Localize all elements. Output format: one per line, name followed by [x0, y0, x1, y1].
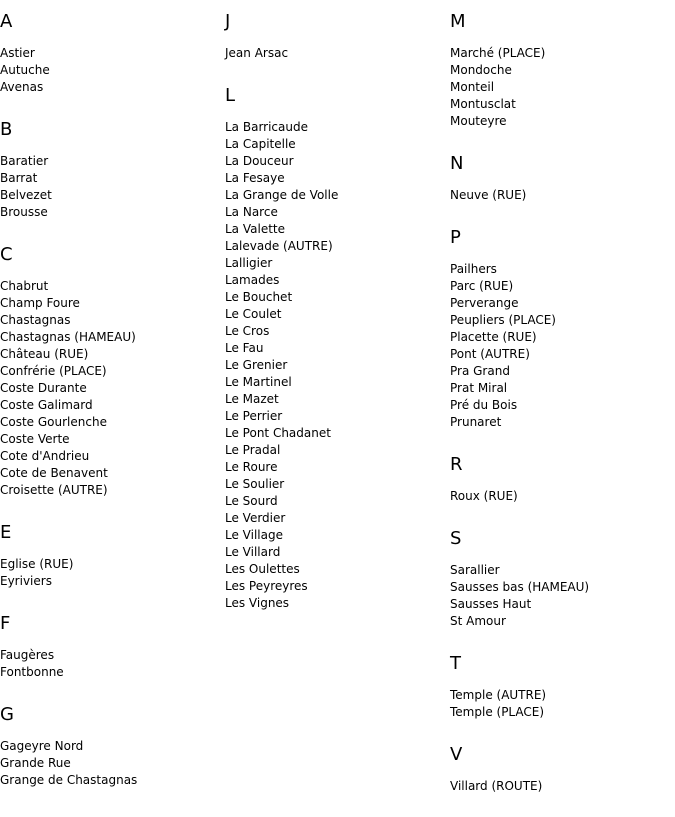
letter-heading: F	[0, 613, 11, 634]
street-link[interactable]: Prat Miral	[450, 381, 508, 395]
street-link[interactable]: Barrat	[0, 171, 38, 185]
street-link[interactable]: La Fesaye	[225, 171, 285, 185]
street-list	[0, 278, 220, 499]
street-list	[450, 562, 670, 630]
letter-group-n	[450, 152, 670, 204]
street-link[interactable]: Lalligier	[225, 256, 273, 270]
street-list	[450, 45, 670, 130]
street-link[interactable]: La Barricaude	[225, 120, 308, 134]
street-link[interactable]: Pra Grand	[450, 364, 510, 378]
street-link[interactable]: Cote d'Andrieu	[0, 449, 90, 463]
street-link[interactable]: Le Pradal	[225, 443, 281, 457]
street-index-column-1	[0, 10, 220, 811]
letter-group-r	[450, 453, 670, 505]
letter-heading: E	[0, 522, 12, 543]
street-link[interactable]: Le Bouchet	[225, 290, 293, 304]
street-list	[225, 45, 445, 62]
street-link[interactable]: Lalevade (AUTRE)	[225, 239, 333, 253]
street-link[interactable]: Temple (PLACE)	[450, 705, 545, 719]
street-link[interactable]: Mouteyre	[450, 114, 507, 128]
street-link[interactable]: Prunaret	[450, 415, 502, 429]
street-link[interactable]: Le Verdier	[225, 511, 286, 525]
street-link[interactable]: Coste Galimard	[0, 398, 93, 412]
street-link[interactable]: Le Villard	[225, 545, 281, 559]
street-link[interactable]: Eyriviers	[0, 574, 52, 588]
street-link[interactable]: Sausses Haut	[450, 597, 532, 611]
letter-group-g	[0, 703, 220, 789]
street-list	[0, 45, 220, 96]
letter-heading: B	[0, 119, 13, 140]
letter-heading: N	[450, 153, 464, 174]
street-link[interactable]: Pré du Bois	[450, 398, 518, 412]
street-link[interactable]: Pont (AUTRE)	[450, 347, 530, 361]
street-link[interactable]: Champ Foure	[0, 296, 80, 310]
street-link[interactable]: Avenas	[0, 80, 44, 94]
street-link[interactable]: Le Roure	[225, 460, 278, 474]
letter-heading: V	[450, 744, 463, 765]
street-link[interactable]: Les Vignes	[225, 596, 290, 610]
street-link[interactable]: Monteil	[450, 80, 495, 94]
street-link[interactable]: Grange de Chastagnas	[0, 773, 138, 787]
letter-heading: R	[450, 454, 463, 475]
street-list	[225, 119, 445, 612]
street-link[interactable]: Neuve (RUE)	[450, 188, 527, 202]
street-link[interactable]: Belvezet	[0, 188, 52, 202]
street-link[interactable]: Chastagnas (HAMEAU)	[0, 330, 136, 344]
letter-heading: S	[450, 528, 462, 549]
street-link[interactable]: Brousse	[0, 205, 48, 219]
street-link[interactable]: Jean Arsac	[225, 46, 289, 60]
street-link[interactable]: Perverange	[450, 296, 519, 310]
street-link[interactable]: Chabrut	[0, 279, 49, 293]
street-link[interactable]: Le Soulier	[225, 477, 285, 491]
street-link[interactable]: Lamades	[225, 273, 280, 287]
street-link[interactable]: Croisette (AUTRE)	[0, 483, 108, 497]
street-link[interactable]: Le Coulet	[225, 307, 282, 321]
letter-heading: C	[0, 244, 13, 265]
letter-group-j	[225, 10, 445, 62]
street-link[interactable]: La Capitelle	[225, 137, 296, 151]
street-link[interactable]: St Amour	[450, 614, 506, 628]
letter-heading: G	[0, 704, 14, 725]
street-link[interactable]: Montusclat	[450, 97, 516, 111]
street-link[interactable]: La Grange de Volle	[225, 188, 339, 202]
street-link[interactable]: Astier	[0, 46, 35, 60]
street-link[interactable]: Sarallier	[450, 563, 500, 577]
letter-heading: T	[450, 653, 461, 674]
letter-group-l	[225, 84, 445, 612]
street-link[interactable]: Fontbonne	[0, 665, 64, 679]
letter-heading: M	[450, 11, 466, 32]
street-link[interactable]: Autuche	[0, 63, 50, 77]
street-link[interactable]: Coste Gourlenche	[0, 415, 107, 429]
street-link[interactable]: Faugères	[0, 648, 55, 662]
street-link[interactable]: Les Peyreyres	[225, 579, 308, 593]
street-list	[450, 687, 670, 721]
street-link[interactable]: Le Village	[225, 528, 283, 542]
street-link[interactable]: Placette (RUE)	[450, 330, 537, 344]
letter-group-s	[450, 527, 670, 630]
street-link[interactable]: Le Sourd	[225, 494, 278, 508]
street-link[interactable]: Chastagnas	[0, 313, 71, 327]
street-link[interactable]: Les Oulettes	[225, 562, 300, 576]
letter-group-e	[0, 521, 220, 590]
street-link[interactable]: Mondoche	[450, 63, 512, 77]
street-list	[450, 187, 670, 204]
street-link[interactable]: Baratier	[0, 154, 49, 168]
street-link[interactable]: Coste Verte	[0, 432, 70, 446]
street-list	[0, 153, 220, 221]
street-link[interactable]: Sausses bas (HAMEAU)	[450, 580, 590, 594]
street-link[interactable]: Le Fau	[225, 341, 264, 355]
street-link[interactable]: Cote de Benavent	[0, 466, 108, 480]
street-link[interactable]: Confrérie (PLACE)	[0, 364, 107, 378]
letter-group-m	[450, 10, 670, 130]
street-link[interactable]: Eglise (RUE)	[0, 557, 74, 571]
letter-heading: J	[225, 11, 231, 32]
street-link[interactable]: Parc (RUE)	[450, 279, 514, 293]
street-link[interactable]: La Narce	[225, 205, 278, 219]
street-link[interactable]: Le Cros	[225, 324, 270, 338]
letter-heading: A	[0, 11, 13, 32]
letter-heading: L	[225, 85, 236, 106]
street-index-column-2	[225, 10, 445, 634]
street-link[interactable]: La Douceur	[225, 154, 294, 168]
letter-group-t	[450, 652, 670, 721]
street-list	[0, 556, 220, 590]
letter-heading: P	[450, 227, 461, 248]
street-link[interactable]: Pailhers	[450, 262, 497, 276]
street-index-column-3	[450, 10, 670, 817]
street-link[interactable]: Marché (PLACE)	[450, 46, 546, 60]
street-list	[0, 647, 220, 681]
street-list	[450, 778, 670, 795]
street-link[interactable]: Gageyre Nord	[0, 739, 84, 753]
letter-group-v	[450, 743, 670, 795]
street-list	[450, 261, 670, 431]
street-link[interactable]: Temple (AUTRE)	[450, 688, 547, 702]
street-link[interactable]: Grande Rue	[0, 756, 71, 770]
street-link[interactable]: Roux (RUE)	[450, 489, 518, 503]
street-link[interactable]: Villard (ROUTE)	[450, 779, 543, 793]
street-list	[450, 488, 670, 505]
letter-group-p	[450, 226, 670, 431]
street-link[interactable]: La Valette	[225, 222, 285, 236]
street-link[interactable]: Le Perrier	[225, 409, 283, 423]
street-link[interactable]: Peupliers (PLACE)	[450, 313, 556, 327]
street-link[interactable]: Le Mazet	[225, 392, 279, 406]
street-list	[0, 738, 220, 789]
letter-group-f	[0, 612, 220, 681]
letter-group-c	[0, 243, 220, 499]
street-link[interactable]: Coste Durante	[0, 381, 87, 395]
street-link[interactable]: Château (RUE)	[0, 347, 89, 361]
letter-group-a	[0, 10, 220, 96]
street-link[interactable]: Le Martinel	[225, 375, 292, 389]
street-link[interactable]: Le Pont Chadanet	[225, 426, 331, 440]
street-link[interactable]: Le Grenier	[225, 358, 288, 372]
letter-group-b	[0, 118, 220, 221]
